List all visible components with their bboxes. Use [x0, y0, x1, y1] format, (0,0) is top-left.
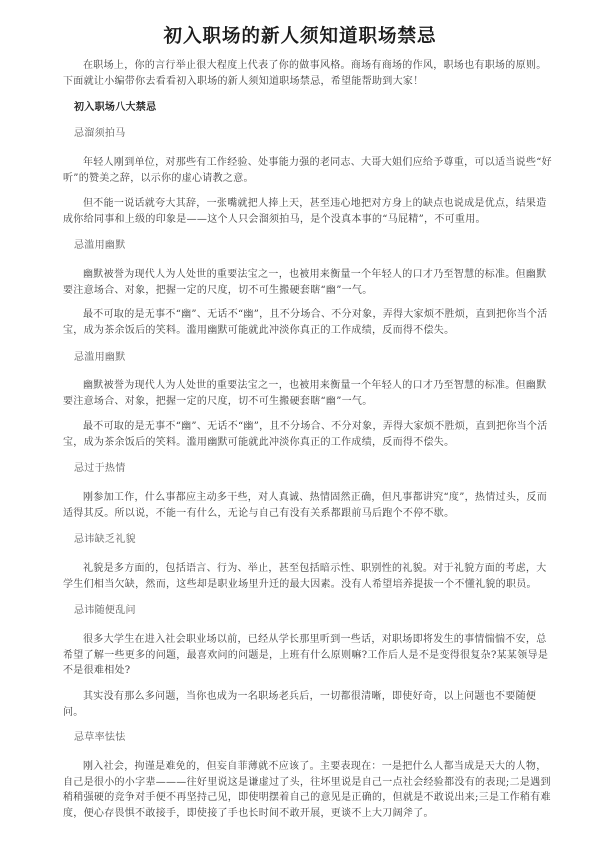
subtitle: 初入职场八大禁忌 — [74, 102, 157, 113]
section-heading: 忌讳随便乱问 — [74, 605, 136, 616]
section-paragraph: 礼貌是多方面的，包括语言、行为、举止，甚至包括暗示性、职别性的礼貌。对于礼貌方面的考虑，大学生们相当欠缺，然而，这些却是职业场里升迁的最大因素。没有人希望培养提拔一个不懂礼貌的职员。 — [63, 563, 547, 590]
section-heading: 忌滥用幽默 — [74, 352, 126, 363]
section-paragraph: 但不能一说话就夸大其辞，一张嘴就把人捧上天，甚至违心地把对方身上的缺点也说成是优点，结果造成你给同事和上级的印象是——这个人只会溜须拍马，是个没真本事的“马屁精”，不可重用。 — [63, 198, 547, 225]
section-paragraph: 幽默被誉为现代人为人处世的重要法宝之一，也被用来衡量一个年轻人的口才乃至智慧的标准。但幽默要注意场合、对象，把握一定的尺度，切不可生搬硬套瞎“幽”一气。 — [63, 380, 547, 407]
section-paragraph: 其实没有那么多问题，当你也成为一名职场老兵后，一切都很清晰，即使好奇，以上问题也不要随便问。 — [63, 691, 537, 718]
page-title: 初入职场的新人须知道职场禁忌 — [163, 26, 437, 47]
section-heading: 忌讳缺乏礼貌 — [74, 534, 136, 545]
section-paragraph: 幽默被誉为现代人为人处世的重要法宝之一，也被用来衡量一个年轻人的口才乃至智慧的标准。但幽默要注意场合、对象，把握一定的尺度，切不可生搬硬套瞎“幽”一气。 — [63, 269, 547, 296]
section-paragraph: 最不可取的是无事不“幽”、无话不“幽”，且不分场合、不分对象，弄得大家烦不胜烦，直到把你当个活宝，成为茶余饭后的笑料。滥用幽默可能就此冲淡你真正的工作成绩，反而得不偿失。 — [63, 421, 548, 448]
section-heading: 忌草率怯怯 — [74, 732, 126, 743]
section-paragraph: 最不可取的是无事不“幽”、无话不“幽”，且不分场合、不分对象，弄得大家烦不胜烦，直到把你当个活宝，成为茶余饭后的笑料。滥用幽默可能就此冲淡你真正的工作成绩，反而得不偿失。 — [63, 309, 548, 336]
section-paragraph: 年轻人刚到单位，对那些有工作经验、处事能力强的老同志、大哥大姐们应给予尊重，可以适当说些“好听”的赞美之辞，以示你的虚心请教之意。 — [63, 157, 552, 184]
section-paragraph: 很多大学生在进入社会职业场以前，已经从学长那里听到一些话，对职场即将发生的事情惴惴不安，总希望了解一些更多的问题，最喜欢问的问题是，上班有什么原则嘛?工作后人是不是变得很复杂?某某领导是不是很难相处? — [63, 634, 549, 676]
section-heading: 忌过于热情 — [74, 463, 126, 474]
intro-paragraph: 在职场上，你的言行举止很大程度上代表了你的做事风格。商场有商场的作风，职场也有职场的原则。下面就让小编带你去看看初入职场的新人须知道职场禁忌，希望能帮助到大家！ — [63, 60, 547, 87]
section-heading: 忌滥用幽默 — [74, 240, 126, 251]
section-paragraph: 刚入社会，拘谨是难免的，但妄自菲薄就不应该了。主要表现在：一是把什么人都当成是天大的人物，自己是很小的小字辈———往好里说这是谦虚过了头，往坏里说是自己一点社会经验都没有的表现;二是遇到稍稍强硬的竞争对手便不再坚持己见，即使明摆着自己的意见是正确的，但就是不敢说出来;三是工作稍有难度，便心存畏惧不敢接手，即使接了手也长时间不敢开展，更谈不上大刀阔斧了。 — [63, 761, 551, 819]
section-paragraph: 刚参加工作，什么事都应主动多干些，对人真诚、热情固然正确，但凡事都讲究“度”，热情过头，反而适得其反。所以说，不能一有什么，无论与自己有没有关系都跟前马后跑个不停不歇。 — [63, 492, 548, 519]
section-heading: 忌溜须拍马 — [74, 128, 126, 139]
